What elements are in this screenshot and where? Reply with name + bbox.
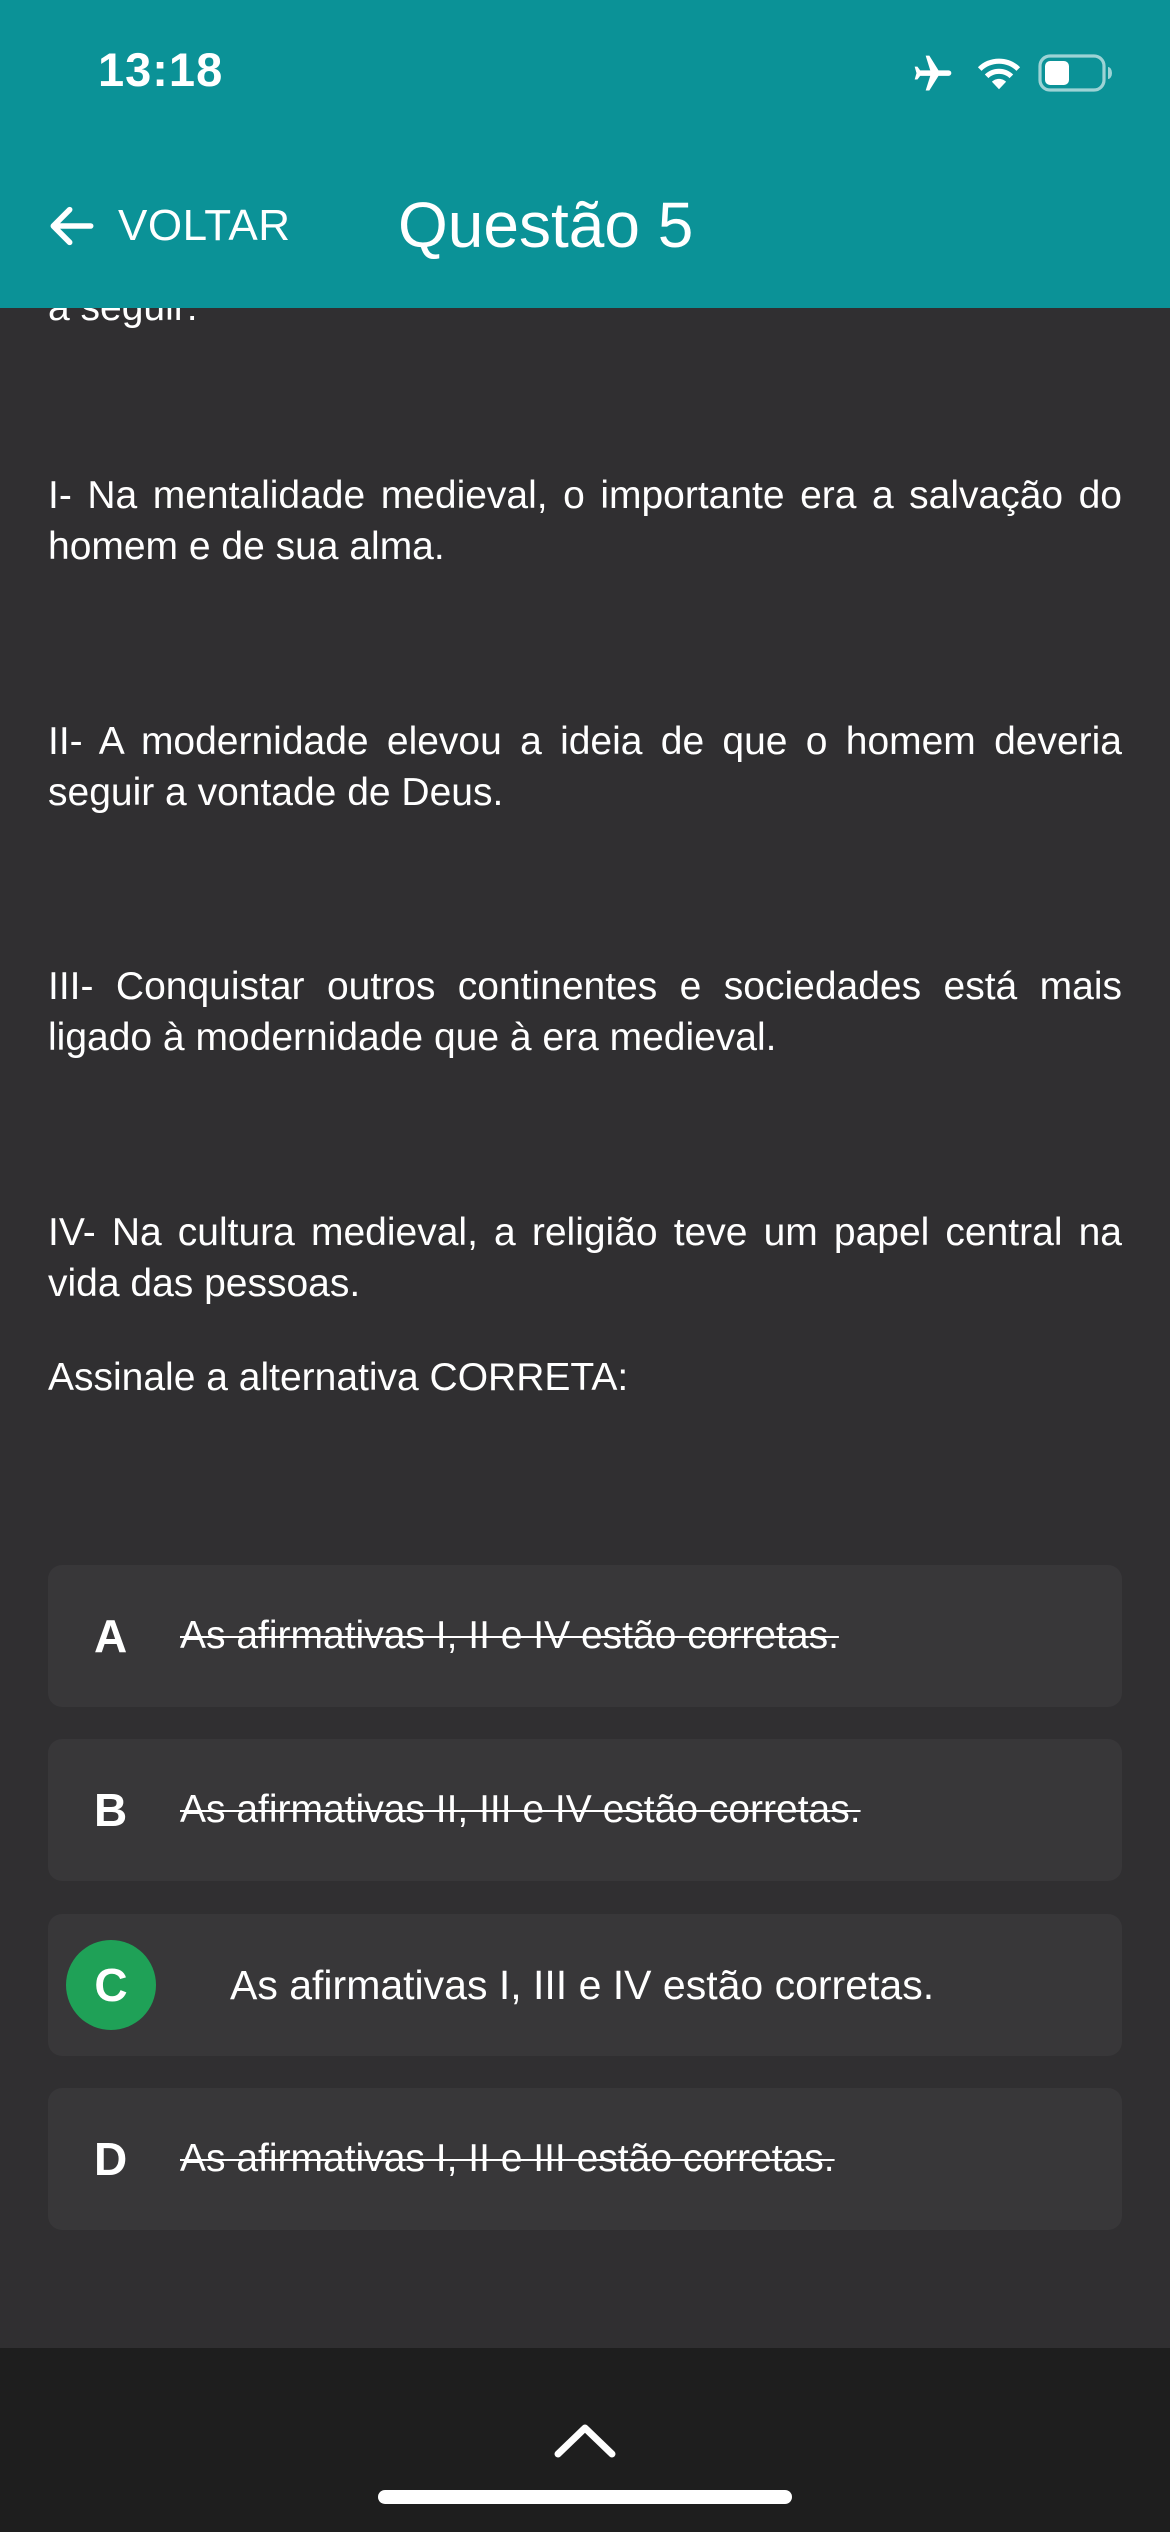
statement-4: IV- Na cultura medieval, a religião teve um papel central na vida das pessoas. [48,1211,1122,1305]
option-a-text: As afirmativas I, II e IV estão corretas. [180,1614,839,1657]
option-b-letter: B [94,1784,128,1836]
home-indicator[interactable] [378,2490,792,2504]
wifi-icon [976,52,1022,92]
airplane-icon [908,52,958,96]
option-d-text: As afirmativas I, II e III estão corretas. [180,2137,835,2180]
option-c-selected-badge: C [66,1940,156,2030]
option-d[interactable] [48,2088,1122,2230]
battery-icon [1038,54,1114,92]
status-time: 13:18 [98,43,224,96]
option-c-text: As afirmativas I, III e IV estão corretas. [230,1961,935,2008]
statement-3: III- Conquistar outros continentes e sociedades está mais ligado à modernidade que à era medieval. [48,965,1122,1059]
statement-1: I- Na mentalidade medieval, o importante era a salvação do homem e de sua alma. [48,474,1122,568]
option-b-text: As afirmativas II, III e IV estão corretas. [180,1788,861,1831]
option-a-letter: A [94,1610,128,1662]
app-header [0,0,1170,308]
question-prompt: Assinale a alternativa CORRETA: [48,1356,629,1399]
page-title: Questão 5 [398,189,694,261]
option-a[interactable] [48,1565,1122,1707]
option-c[interactable] [48,1914,1122,2056]
chevron-up-icon[interactable] [552,2420,618,2460]
option-d-letter: D [94,2133,128,2185]
arrow-left-icon [44,198,100,254]
option-b[interactable] [48,1739,1122,1881]
back-button[interactable] [44,196,291,256]
back-label: VOLTAR [118,201,291,250]
statement-2: II- A modernidade elevou a ideia de que o homem deveria seguir a vontade de Deus. [48,720,1122,814]
